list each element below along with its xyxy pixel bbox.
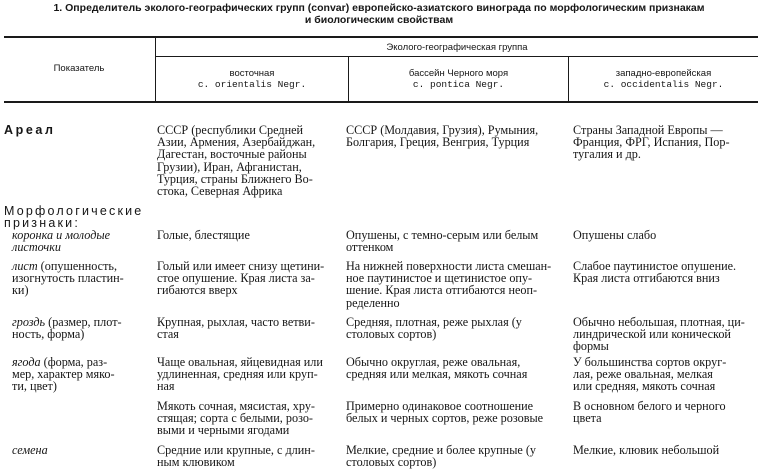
row-label-term: гроздь bbox=[12, 315, 46, 329]
cell-line: цвета bbox=[573, 411, 602, 426]
berry-west-cell bbox=[573, 356, 758, 393]
areal-east-cell bbox=[157, 124, 341, 197]
header-column-name: восточная bbox=[229, 68, 275, 79]
header-column-west bbox=[569, 68, 758, 90]
cell-line: Мякоть сочная, мясистая, хру- bbox=[157, 399, 315, 413]
leaf-east-cell bbox=[157, 260, 341, 297]
cell-line: стая bbox=[157, 327, 179, 342]
row-label-line bbox=[12, 380, 115, 392]
cell-line: В основном белого и черного bbox=[573, 399, 726, 413]
header-bottom-rule bbox=[4, 101, 758, 103]
cell-line: Примерно одинаковое соотношение bbox=[346, 399, 534, 413]
cell-line: формы bbox=[573, 339, 609, 354]
cell-line: Страны Западной Европы — bbox=[573, 123, 723, 137]
cell-line: стящая; сорта с белыми, розо- bbox=[157, 411, 313, 426]
row-label-detail: ки) bbox=[12, 283, 29, 298]
cell-line: средняя или мелкая, мякоть сочная bbox=[346, 367, 528, 382]
berry-east-cell bbox=[157, 356, 341, 393]
header-column-latin: c. occidentalis Negr. bbox=[603, 79, 724, 90]
areal-pontic-cell bbox=[346, 124, 568, 148]
table-top-rule bbox=[4, 36, 758, 38]
berry-flesh-east-cell bbox=[157, 400, 341, 437]
cell-line: шение. Края листа отгибаются неоп- bbox=[346, 283, 538, 298]
group-header-rule bbox=[155, 56, 758, 57]
cell-line: СССР (республики Средней bbox=[157, 123, 304, 137]
cell-line: Края листа отгибаются вниз bbox=[573, 271, 720, 286]
cell-line: Голый или имеет снизу щетини- bbox=[157, 259, 325, 273]
cell-line: ределенно bbox=[346, 295, 400, 310]
row-label-seeds bbox=[12, 444, 48, 456]
cell-line: Слабое паутинистое опушение. bbox=[573, 259, 737, 273]
row-label-detail: (размер, плот- bbox=[45, 315, 122, 329]
crown-west-cell bbox=[573, 229, 758, 241]
cell-line: линдрической или конической bbox=[573, 327, 731, 342]
cell-line: У большинства сортов округ- bbox=[573, 355, 727, 369]
row-label-cluster bbox=[12, 316, 122, 340]
header-column-latin: c. orientalis Negr. bbox=[197, 79, 307, 90]
row-label-line bbox=[12, 272, 124, 284]
cell-line: Турция, страны Ближнего Во- bbox=[157, 171, 313, 186]
row-label-term: лист bbox=[12, 259, 38, 273]
row-label-line bbox=[12, 328, 122, 340]
row-label-detail: изогнутость пластин- bbox=[12, 271, 124, 286]
header-column-pontic bbox=[349, 68, 568, 90]
cell-line: столовых сортов) bbox=[346, 455, 437, 470]
cell-line: Опушены слабо bbox=[573, 228, 657, 242]
cell-line: Обычно небольшая, плотная, ци- bbox=[573, 315, 745, 329]
cell-line: стое опушение. Края листа за- bbox=[157, 271, 315, 286]
berry-pontic-cell bbox=[346, 356, 568, 380]
cell-line: или средняя, мякоть сочная bbox=[573, 379, 716, 394]
cell-line: Мелкие, средние и более крупные (у bbox=[346, 443, 537, 457]
cell-line: ное паутинистое и щетинистое опу- bbox=[346, 271, 533, 286]
morph-heading-line-2: признаки: bbox=[4, 216, 81, 230]
seeds-west-cell bbox=[573, 444, 758, 456]
header-indicator: Показатель bbox=[53, 63, 105, 74]
cell-line: Голые, блестящие bbox=[157, 228, 250, 242]
leaf-pontic-cell bbox=[346, 260, 568, 309]
cell-line: выми и черными ягодами bbox=[157, 423, 290, 438]
cell-line: Болгария, Греция, Венгрия, Турция bbox=[346, 135, 530, 150]
cell-line: ная bbox=[157, 379, 175, 394]
cell-line: белых и черных сортов, реже розовые bbox=[346, 411, 544, 426]
berry-flesh-west-cell bbox=[573, 400, 758, 424]
row-label-detail: ти, цвет) bbox=[12, 379, 57, 394]
cell-line: Мелкие, клювик небольшой bbox=[573, 443, 720, 457]
cell-line: Обычно округлая, реже овальная, bbox=[346, 355, 521, 369]
cell-line: Средние или крупные, с длин- bbox=[157, 443, 315, 457]
cluster-west-cell bbox=[573, 316, 758, 353]
morph-heading-line-1: Морфологические bbox=[4, 204, 144, 218]
row-label-term: ягода bbox=[12, 355, 41, 369]
cell-line: лая, реже овальная, мелкая bbox=[573, 367, 713, 382]
row-label-detail: мер, характер мяко- bbox=[12, 367, 115, 382]
cell-line: Франция, ФРГ, Испания, Пор- bbox=[573, 135, 730, 150]
cell-line: ным клювиком bbox=[157, 455, 235, 470]
row-label-line bbox=[12, 241, 110, 253]
cell-line: СССР (Молдавия, Грузия), Румыния, bbox=[346, 123, 539, 137]
seeds-pontic-cell bbox=[346, 444, 568, 468]
row-label-term: семена bbox=[12, 443, 48, 457]
table-title-line-1: 1. Определитель эколого-географических групп (convar) европейско-азиатского винограда по морфологическим признакам bbox=[53, 2, 705, 14]
row-label-detail: (форма, раз- bbox=[40, 355, 108, 369]
cell-line: удлиненная, средняя или круп- bbox=[157, 367, 318, 382]
cluster-pontic-cell bbox=[346, 316, 568, 340]
cell-line: оттенком bbox=[346, 240, 394, 255]
crown-east-cell bbox=[157, 229, 341, 241]
row-label-crown bbox=[12, 229, 110, 253]
cell-line: стока, Северная Африка bbox=[157, 184, 283, 199]
header-column-latin: c. pontica Negr. bbox=[412, 79, 505, 90]
cluster-east-cell bbox=[157, 316, 341, 340]
cell-line: столовых сортов) bbox=[346, 327, 437, 342]
cell-line: Чаще овальная, яйцевидная или bbox=[157, 355, 323, 369]
cell-line: На нижней поверхности листа смешан- bbox=[346, 259, 552, 273]
header-column-east bbox=[156, 68, 348, 90]
cell-line: Дагестан, восточные районы bbox=[157, 147, 307, 162]
table-title bbox=[0, 2, 758, 26]
row-label-line bbox=[12, 284, 124, 296]
seeds-east-cell bbox=[157, 444, 341, 468]
row-label-detail: (опушенность, bbox=[37, 259, 118, 273]
cell-line: тугалия и др. bbox=[573, 147, 641, 162]
table-title-line-2: и биологическим свойствам bbox=[304, 14, 454, 26]
row-label-detail: ность, форма) bbox=[12, 327, 85, 342]
header-column-name: бассейн Черного моря bbox=[408, 68, 509, 79]
cell-line: Азии, Армения, Азербайджан, bbox=[157, 135, 316, 150]
header-column-name: западно-европейская bbox=[615, 68, 712, 79]
row-label-term: листочки bbox=[12, 240, 62, 255]
header-group: Эколого-географическая группа bbox=[386, 42, 528, 53]
areal-west-cell bbox=[573, 124, 758, 161]
row-label-term: коронка и молодые bbox=[12, 228, 111, 242]
row-label-berry bbox=[12, 356, 115, 393]
cell-line: Грузии), Иран, Афганистан, bbox=[157, 159, 302, 174]
cell-line: Опушены, с темно-серым или белым bbox=[346, 228, 539, 242]
row-label-areal: Ареал bbox=[4, 123, 56, 137]
cell-line: Крупная, рыхлая, часто ветви- bbox=[157, 315, 315, 329]
cell-line: Средняя, плотная, реже рыхлая (у bbox=[346, 315, 522, 329]
row-label-leaf bbox=[12, 260, 124, 297]
cell-line: гибаются вверх bbox=[157, 283, 238, 298]
berry-flesh-pontic-cell bbox=[346, 400, 568, 424]
crown-pontic-cell bbox=[346, 229, 568, 253]
leaf-west-cell bbox=[573, 260, 758, 284]
row-label-line bbox=[12, 444, 48, 456]
